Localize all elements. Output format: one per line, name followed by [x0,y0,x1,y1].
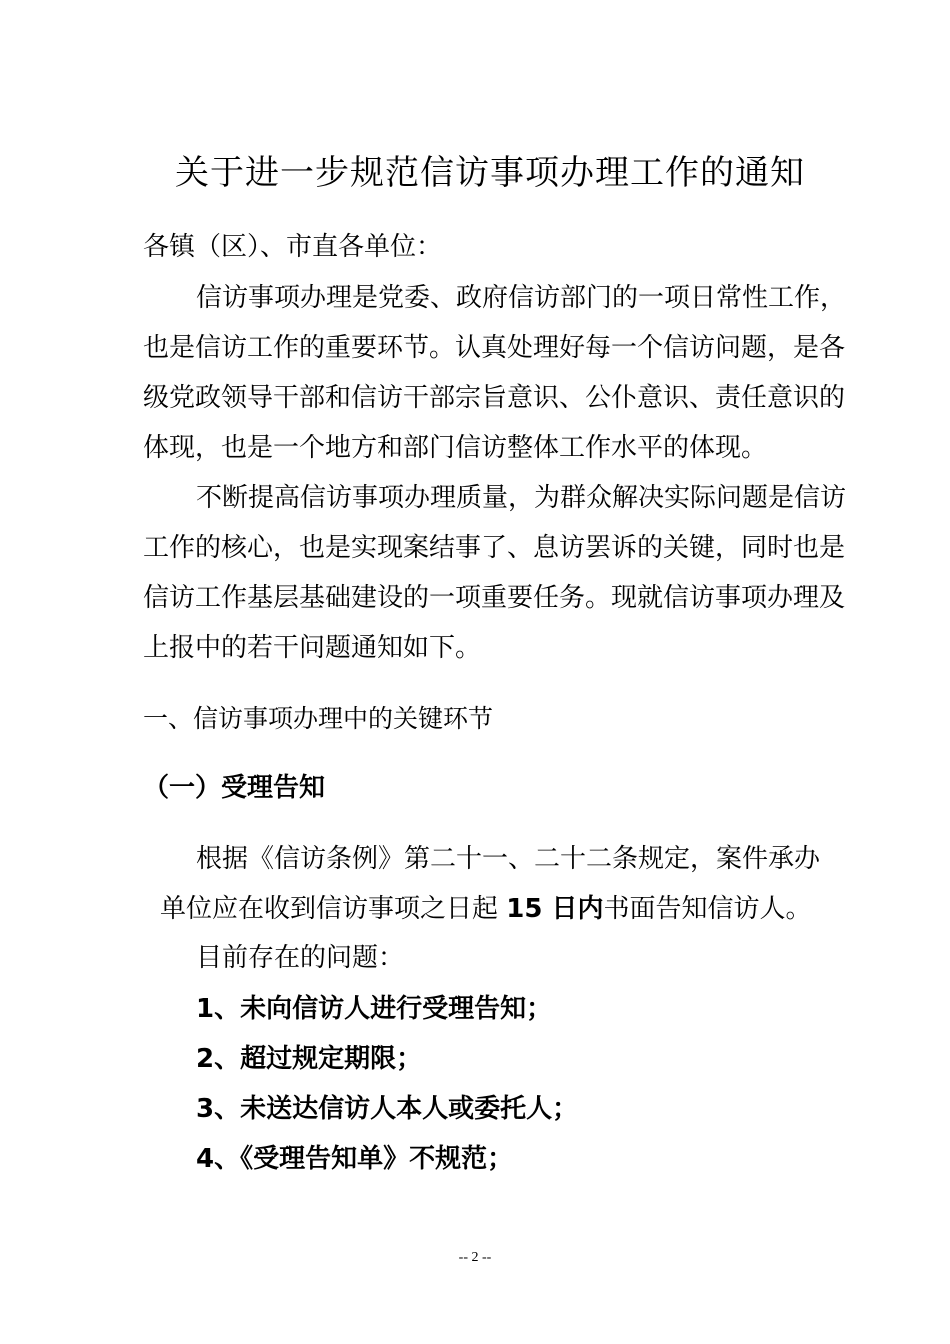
para3-line2-start: 单位应在收到信访事项之日起 [160,894,507,924]
problem-item: 2、超过规定期限； [196,1044,423,1074]
subsection-heading: （一）受理告知 [143,773,326,803]
para1-line4: 体现，也是一个地方和部门信访整体工作水平的体现。 [143,433,768,463]
page-number: -- 2 -- [458,1250,492,1265]
salutation: 各镇（区）、市直各单位： [143,232,443,262]
para3-line2 [160,892,812,926]
problem-item: 4、《受理告知单》不规范； [196,1144,514,1174]
para2-line4: 上报中的若干问题通知如下。 [143,633,482,663]
deadline-emphasis: 15 日内 [506,894,604,924]
section-heading: 一、信访事项办理中的关键环节 [143,704,494,733]
para3-line2-end: 书面告知信访人。 [603,894,812,924]
para1-line3: 级党政领导干部和信访干部宗旨意识、公仆意识、责任意识的 [143,383,846,413]
document-title: 关于进一步规范信访事项办理工作的通知 [175,153,805,193]
para2-line2: 工作的核心，也是实现案结事了、息访罢诉的关键，同时也是 [143,533,846,563]
para2-line1: 不断提高信访事项办理质量，为群众解决实际问题是信访 [196,483,847,513]
problems-label: 目前存在的问题： [196,943,405,973]
para3-line1: 根据《信访条例》第二十一、二十二条规定，案件承办 [196,844,821,874]
para1-line1: 信访事项办理是党委、政府信访部门的一项日常性工作， [196,283,847,313]
problem-item: 3、未送达信访人本人或委托人； [196,1094,579,1124]
para2-line3: 信访工作基层基础建设的一项重要任务。现就信访事项办理及 [143,583,846,613]
problem-item: 1、未向信访人进行受理告知； [196,994,553,1024]
para1-line2: 也是信访工作的重要环节。认真处理好每一个信访问题，是各 [143,333,846,363]
